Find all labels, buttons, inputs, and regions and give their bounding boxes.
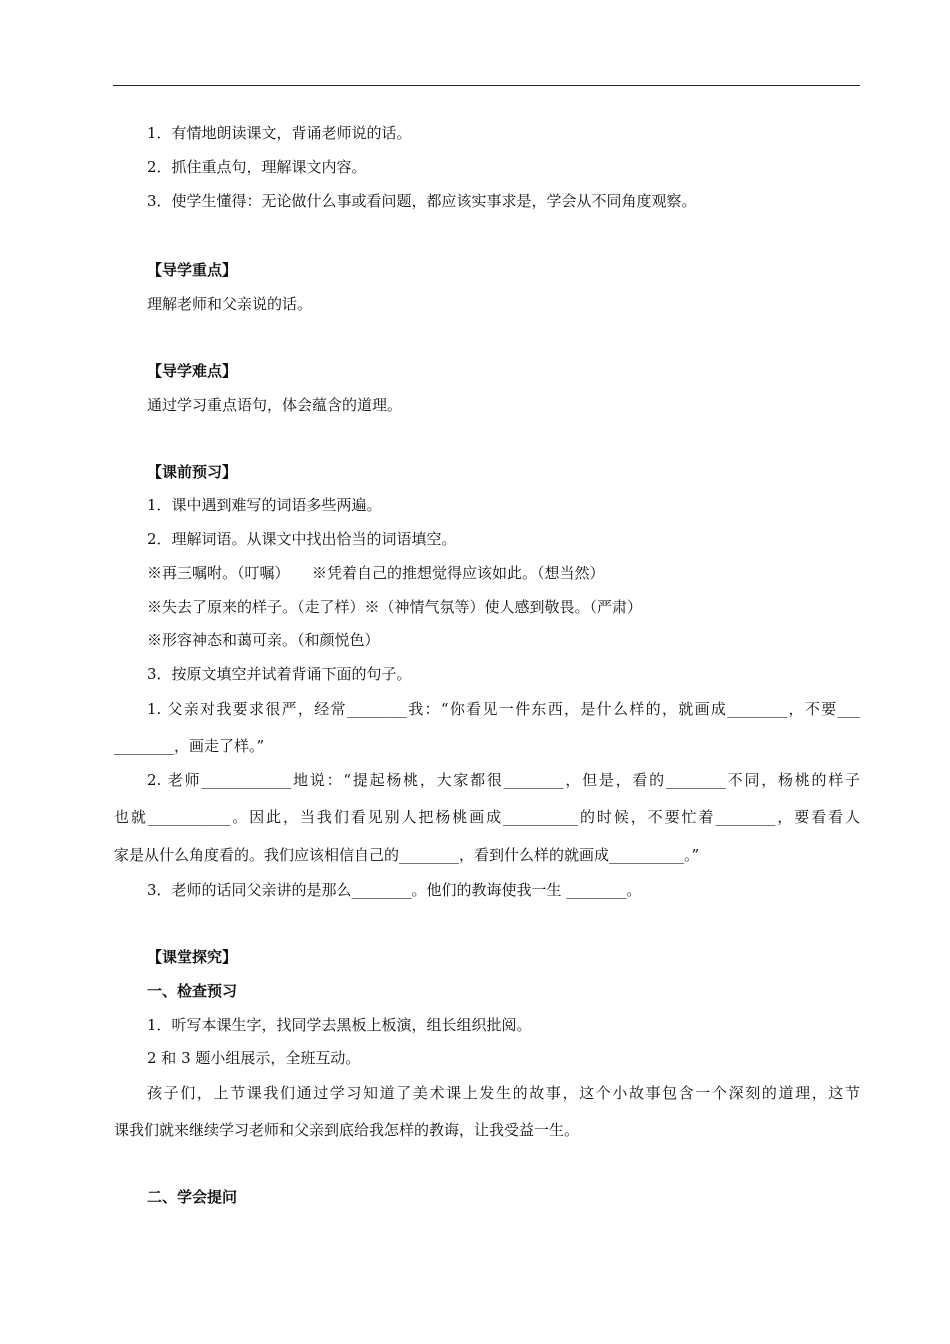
key-points-text: 理解老师和父亲说的话。 — [147, 295, 313, 313]
preview-item: 3．按原文填空并试着背诵下面的句子。 — [147, 665, 412, 683]
section-heading-preview: 【课前预习】 — [147, 463, 238, 481]
section-heading-explore: 【课堂探究】 — [147, 948, 238, 966]
preview-item: 1．课中遇到难写的词语多些两遍。 — [147, 496, 382, 514]
fill-blank-sentence: 也就___________。因此，当我们看见别人把杨桃画成__________的时候，不要忙着________，要看看人 — [114, 808, 860, 826]
explore-paragraph: 课我们就来继续学习老师和父亲到底给我怎样的教诲，让我受益一生。 — [114, 1121, 580, 1139]
fill-blank-sentence: ________，画走了样。” — [114, 737, 265, 755]
header-rule — [113, 85, 860, 86]
subheading-learn-to-ask: 二、学会提问 — [147, 1188, 238, 1206]
goal-item: 3．使学生懂得：无论做什么事或看问题，都应该实事求是，学会从不同角度观察。 — [147, 192, 697, 210]
fill-blank-sentence: 1. 父亲对我要求很严，经常________我：“你看见一件东西，是什么样的，就画成________，不要___ — [147, 700, 860, 718]
explore-item: 1．听写本课生字，找同学去黑板上板演，组长组织批阅。 — [147, 1016, 532, 1034]
section-heading-difficulties: 【导学难点】 — [147, 362, 238, 380]
fill-blank-sentence: 3．老师的话同父亲讲的是那么________。他们的教诲使我一生 ________。 — [147, 881, 642, 899]
fill-blank-sentence: 2. 老师____________地说：“提起杨桃，大家都很________，但是，看的________不同，杨桃的样子 — [147, 771, 860, 789]
vocab-definition: ※再三嘱咐。（叮嘱） ※凭着自己的推想觉得应该如此。（想当然） — [147, 564, 605, 582]
difficulties-text: 通过学习重点语句，体会蕴含的道理。 — [147, 396, 403, 414]
preview-item: 2．理解词语。从课文中找出恰当的词语填空。 — [147, 530, 457, 548]
fill-blank-sentence: 家是从什么角度看的。我们应该相信自己的________，看到什么样的就画成__________。” — [114, 846, 700, 864]
explore-paragraph: 孩子们，上节课我们通过学习知道了美术课上发生的故事，这个小故事包含一个深刻的道理，这节 — [147, 1084, 860, 1102]
goal-item: 2．抓住重点句，理解课文内容。 — [147, 158, 367, 176]
explore-item: 2 和 3 题小组展示，全班互动。 — [147, 1049, 361, 1067]
vocab-definition: ※形容神态和蔼可亲。（和颜悦色） — [147, 631, 380, 649]
section-heading-key-points: 【导学重点】 — [147, 261, 238, 279]
subheading-check-preview: 一、检查预习 — [147, 982, 238, 1000]
vocab-definition: ※失去了原来的样子。（走了样）※（神情气氛等）使人感到敬畏。（严肃） — [147, 598, 643, 616]
goal-item: 1．有情地朗读课文，背诵老师说的话。 — [147, 124, 412, 142]
